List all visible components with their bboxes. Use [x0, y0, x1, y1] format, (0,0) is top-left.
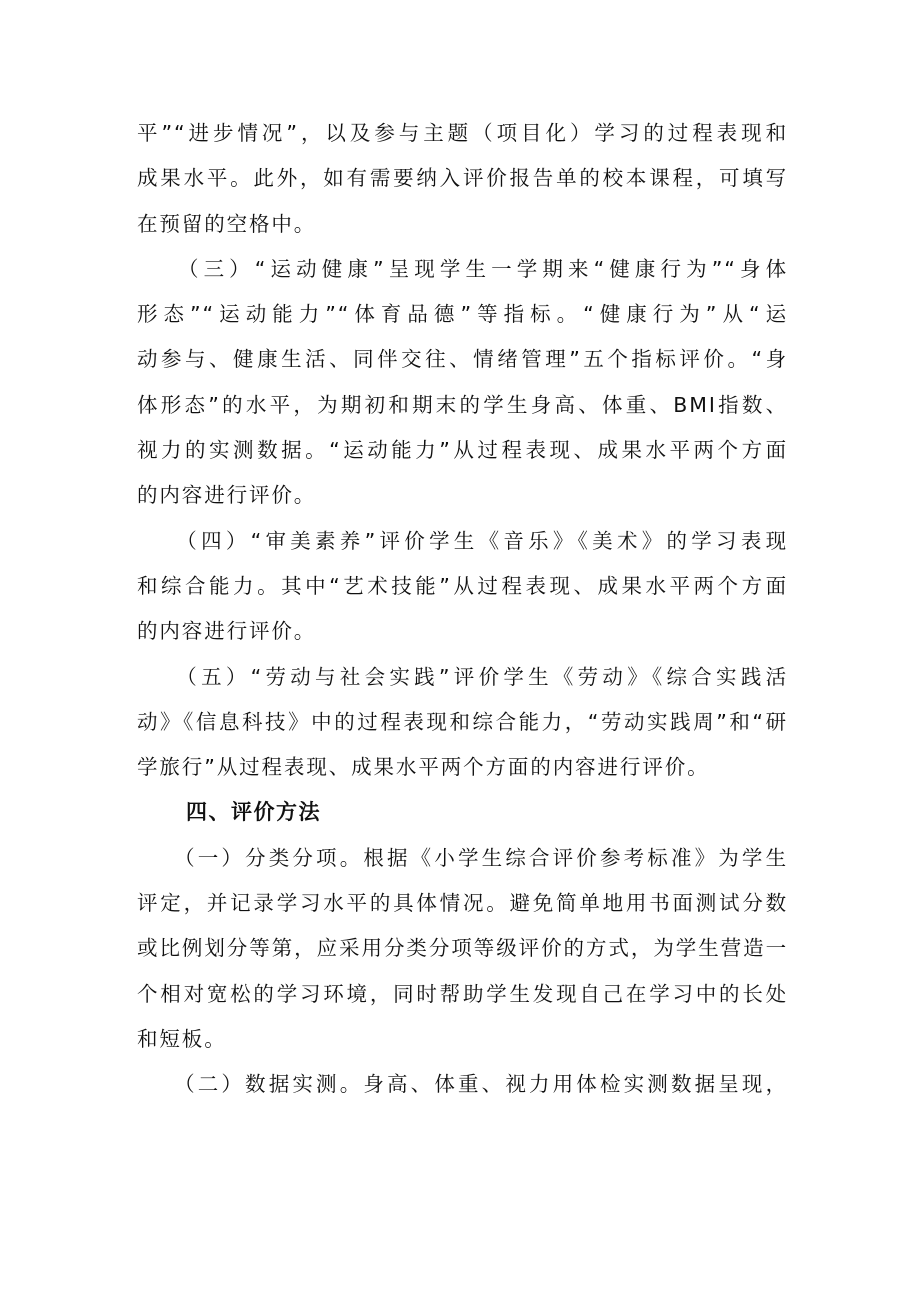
paragraph [137, 519, 788, 655]
section-heading: 四、评价方法 [186, 800, 321, 825]
paragraph-line: 学旅行”从过程表现、成果水平两个方面的内容进行评价。 [137, 755, 710, 780]
paragraph-line: （五）“劳动与社会实践”评价学生《劳动》《综合实践活 [137, 664, 788, 689]
paragraph-line: 在预留的空格中。 [137, 211, 317, 236]
paragraph-line: （四）“审美素养”评价学生《音乐》《美术》的学习表现 [137, 528, 788, 553]
paragraph [137, 247, 788, 519]
paragraph-line: 平”“进步情况”，以及参与主题（项目化）学习的过程表现和 [137, 121, 788, 145]
paragraph-line: 评定，并记录学习水平的具体情况。避免简单地用书面测试分数 [137, 891, 788, 916]
paragraph-line: 动》《信息科技》中的过程表现和综合能力，“劳动实践周”和“研 [137, 709, 788, 734]
paragraph [137, 1062, 788, 1107]
document-body [137, 111, 788, 1108]
paragraph [137, 836, 788, 1062]
paragraph-line: 成果水平。此外，如有需要纳入评价报告单的校本课程，可填写 [137, 166, 788, 191]
paragraph [137, 655, 788, 791]
paragraph-line: 的内容进行评价。 [137, 619, 317, 644]
paragraph-line: （三）“运动健康”呈现学生一学期来“健康行为”“身体 [137, 256, 788, 281]
paragraph-line: 或比例划分等第，应采用分类分项等级评价的方式，为学生营造一 [137, 936, 788, 961]
paragraph-line: 体形态”的水平，为期初和期末的学生身高、体重、BMI指数、 [137, 392, 788, 417]
paragraph-line: （二）数据实测。身高、体重、视力用体检实测数据呈现， [137, 1072, 788, 1097]
paragraph-line: （一）分类分项。根据《小学生综合评价参考标准》为学生 [137, 845, 788, 870]
paragraph-line: 和综合能力。其中“艺术技能”从过程表现、成果水平两个方面 [137, 573, 788, 598]
paragraph-line: 形态”“运动能力”“体育品德”等指标。“健康行为”从“运 [137, 302, 788, 327]
paragraph-line: 视力的实测数据。“运动能力”从过程表现、成果水平两个方面 [137, 438, 788, 463]
paragraph [137, 111, 788, 247]
paragraph-line: 和短板。 [137, 1026, 227, 1051]
paragraph-line: 动参与、健康生活、同伴交往、情绪管理”五个指标评价。“身 [137, 347, 788, 372]
paragraph-line: 个相对宽松的学习环境，同时帮助学生发现自己在学习中的长处 [137, 981, 788, 1006]
paragraph-line: 的内容进行评价。 [137, 483, 317, 508]
